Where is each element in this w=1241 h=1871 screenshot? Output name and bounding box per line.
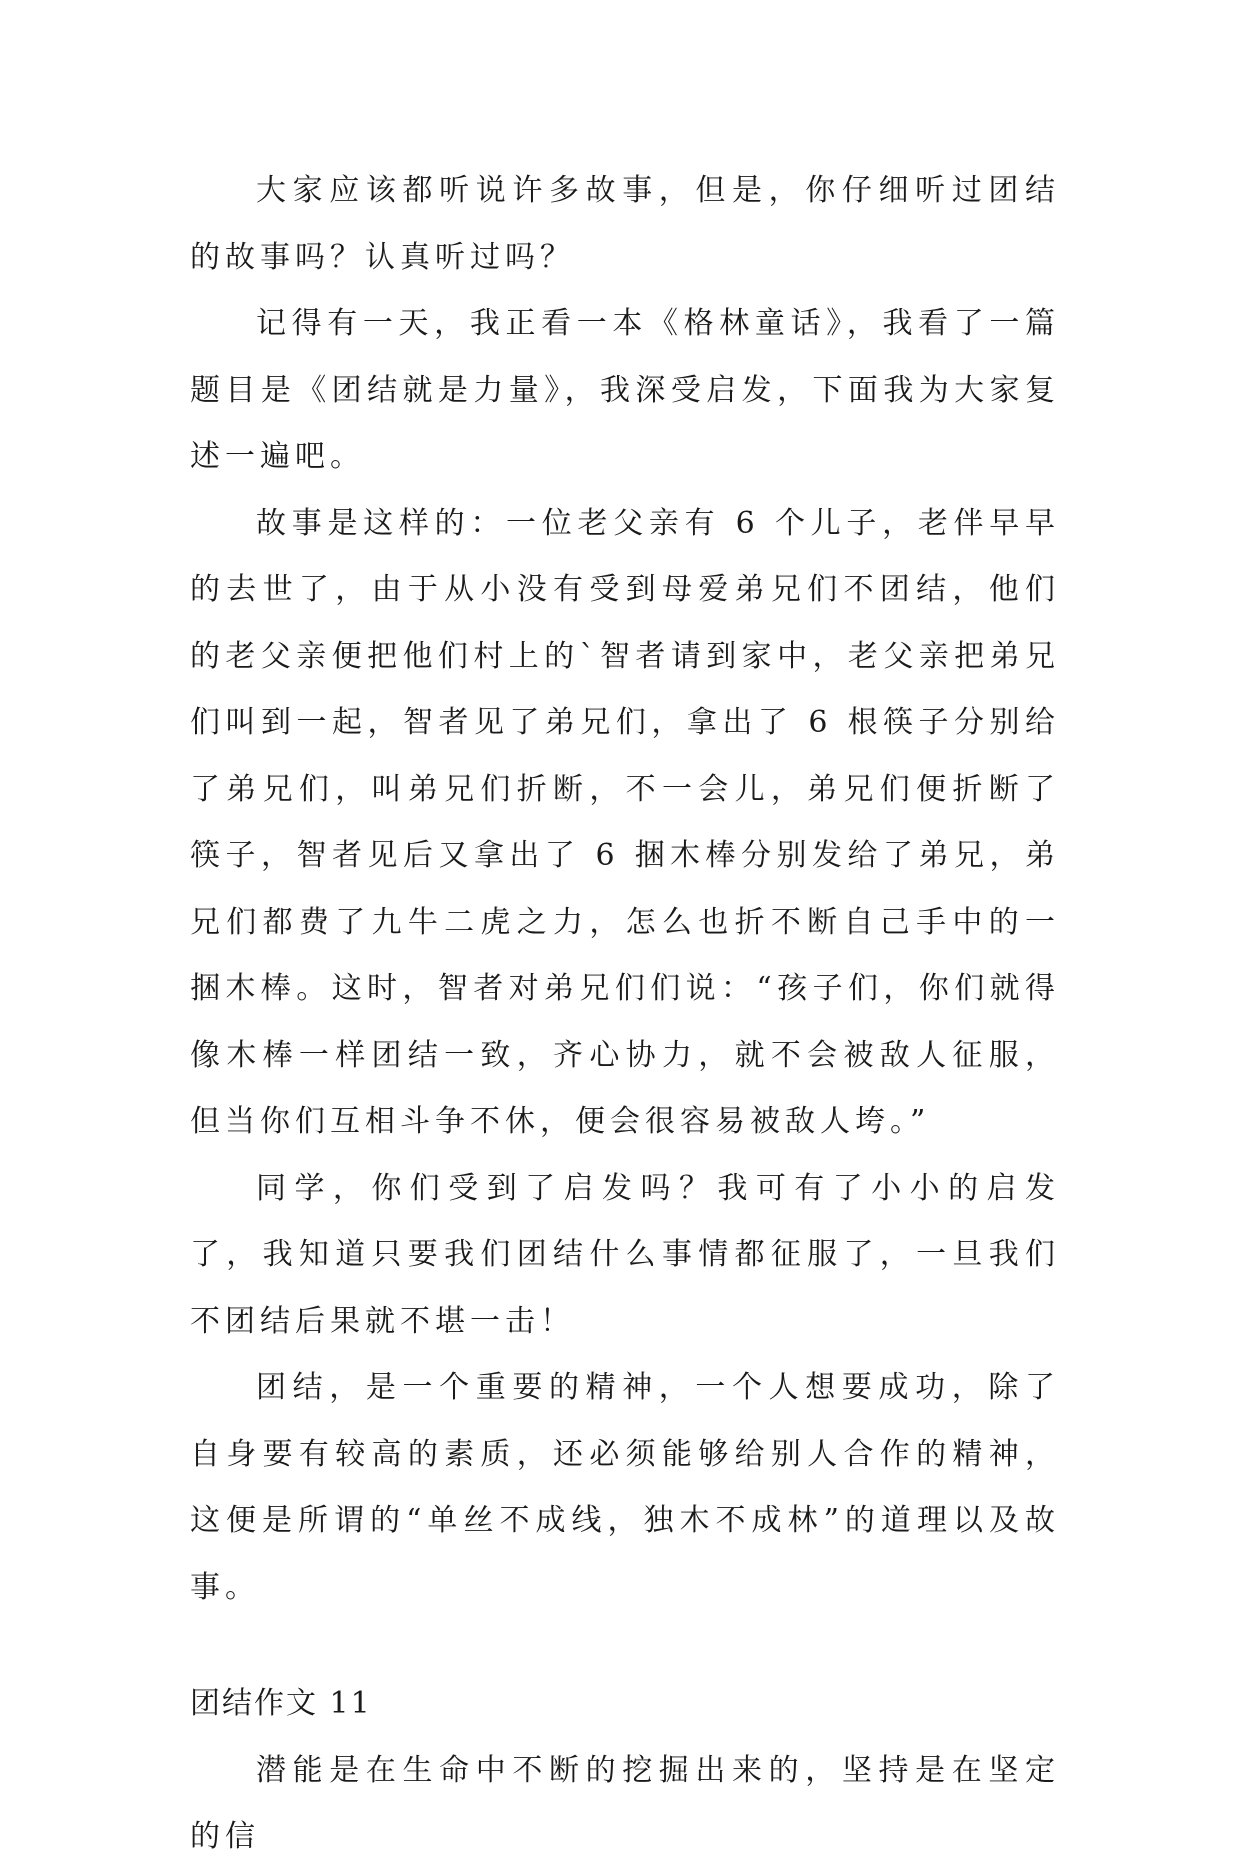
paragraph-conclusion: 团结，是一个重要的精神，一个人想要成功，除了自身要有较高的素质，还必须能够给别人合作的精神，这便是所谓的“单丝不成线，独木不成林”的道理以及故事。 [190,1370,1060,1605]
section-spacer [190,1621,1060,1671]
paragraph-intro: 大家应该都听说许多故事，但是，你仔细听过团结的故事吗？认真听过吗？ [190,173,1060,275]
paragraph-grimm-book: 记得有一天，我正看一本《格林童话》，我看了一篇题目是《团结就是力量》，我深受启发，下面我为大家复述一遍吧。 [190,306,1060,474]
section-title: 团结作文 11 [190,1686,372,1721]
paragraph-story: 故事是这样的：一位老父亲有 6 个儿子，老伴早早的去世了，由于从小没有受到母爱弟兄们不团结，他们的老父亲便把他们村上的`智者请到家中，老父亲把弟兄们叫到一起，智者见了弟兄们，拿出了 6 根筷子分别给了弟兄们，叫弟兄们折断，不一会儿，弟兄们便折断了筷子，智者见后又拿出了 6 捆木棒分别发给了弟兄，弟兄们都费了九牛二虎之力，怎么也折不断自己手中的一捆木棒。这时，智者对弟兄们们说：“孩子们，你们就得像木棒一样团结一致，齐心协力，就不会被敌人征服，但当你们互相斗争不休，便会很容易被敌人垮。” [190,505,1060,1139]
paragraph-next-essay: 潜能是在生命中不断的挖掘出来的，坚持是在坚定的信 [190,1752,1060,1854]
paragraph-reflection: 同学，你们受到了启发吗？我可有了小小的启发了，我知道只要我们团结什么事情都征服了，一旦我们不团结后果就不堪一击！ [190,1170,1060,1339]
document-body [190,158,1060,1871]
